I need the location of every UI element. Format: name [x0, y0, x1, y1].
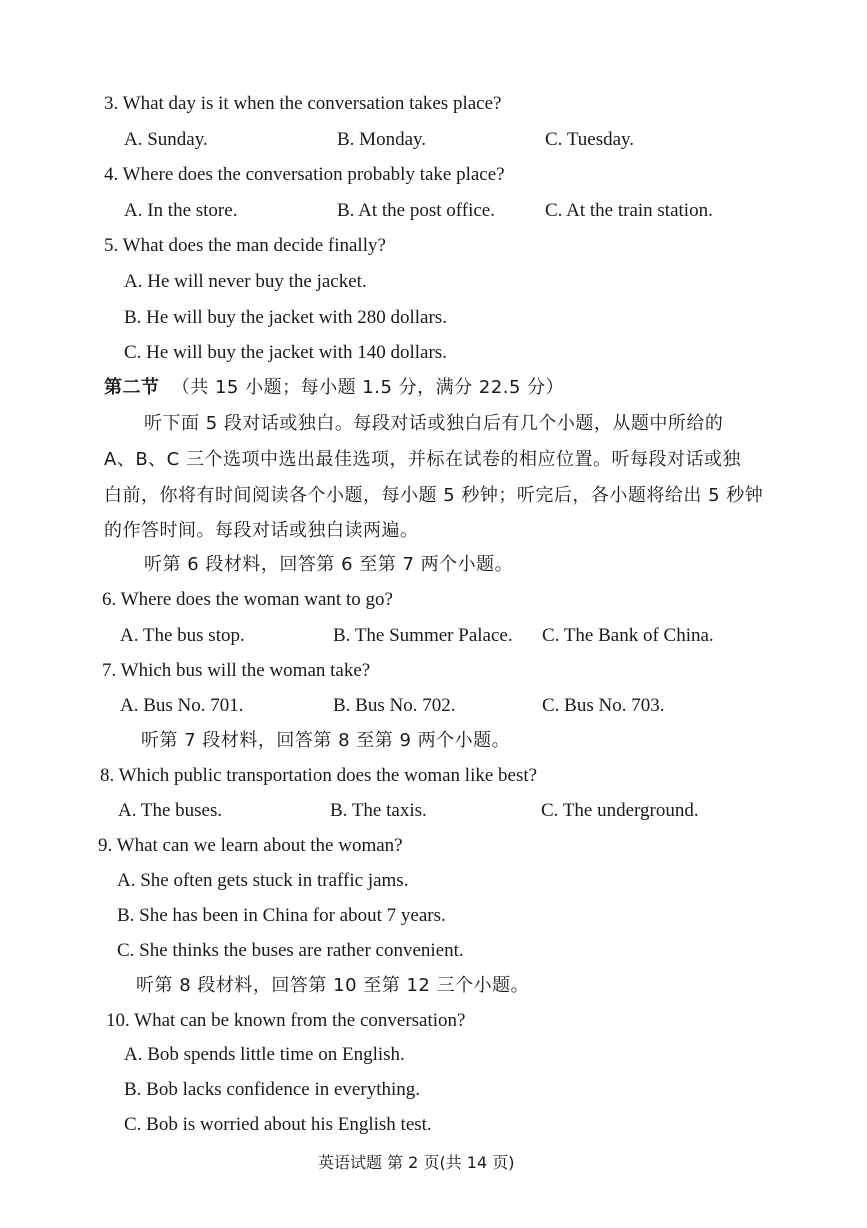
question-9-option-b: B. She has been in China for about 7 years.: [117, 905, 446, 926]
instructions-line-4: 的作答时间。每段对话或独白读两遍。: [104, 520, 419, 541]
question-6-option-b: B. The Summer Palace.: [333, 625, 513, 646]
question-7-option-c: C. Bus No. 703.: [542, 695, 665, 716]
question-9-option-a: A. She often gets stuck in traffic jams.: [117, 870, 409, 891]
section-title: 第二节: [104, 377, 160, 398]
instructions-line-2: A、B、C 三个选项中选出最佳选项，并标在试卷的相应位置。听每段对话或独: [104, 449, 741, 470]
question-8-option-c: C. The underground.: [541, 800, 699, 821]
instructions-line-3: 白前，你将有时间阅读各个小题，每小题 5 秒钟；听完后，各小题将给出 5 秒钟: [104, 485, 764, 506]
question-4-stem: 4. Where does the conversation probably take place?: [104, 164, 505, 185]
question-10-option-a: A. Bob spends little time on English.: [124, 1044, 405, 1065]
question-7-stem: 7. Which bus will the woman take?: [102, 660, 371, 681]
material-8-note: 听第 8 段材料，回答第 10 至第 12 三个小题。: [136, 975, 530, 996]
question-9-stem: 9. What can we learn about the woman?: [98, 835, 403, 856]
question-3-option-a: A. Sunday.: [124, 129, 208, 150]
question-4-option-b: B. At the post office.: [337, 200, 495, 221]
material-7-note: 听第 7 段材料，回答第 8 至第 9 两个小题。: [141, 730, 511, 751]
section-scoring: （共 15 小题；每小题 1.5 分，满分 22.5 分）: [171, 377, 565, 398]
page-footer: 英语试题 第 2 页(共 14 页): [318, 1153, 515, 1172]
section-heading: [104, 376, 564, 400]
question-5-option-b: B. He will buy the jacket with 280 dollars.: [124, 307, 447, 328]
question-10-option-b: B. Bob lacks confidence in everything.: [124, 1079, 421, 1100]
question-8-stem: 8. Which public transportation does the woman like best?: [100, 765, 538, 786]
question-4-option-c: C. At the train station.: [545, 200, 713, 221]
question-7-option-b: B. Bus No. 702.: [333, 695, 456, 716]
question-5-option-a: A. He will never buy the jacket.: [124, 271, 367, 292]
question-5-option-c: C. He will buy the jacket with 140 dollars.: [124, 342, 447, 363]
question-3-stem: 3. What day is it when the conversation takes place?: [104, 93, 502, 114]
question-3-option-c: C. Tuesday.: [545, 129, 635, 150]
question-8-option-b: B. The taxis.: [330, 800, 427, 821]
question-7-option-a: A. Bus No. 701.: [120, 695, 244, 716]
question-8-option-a: A. The buses.: [118, 800, 223, 821]
question-3-option-b: B. Monday.: [337, 129, 427, 150]
question-6-stem: 6. Where does the woman want to go?: [102, 589, 393, 610]
question-9-option-c: C. She thinks the buses are rather convenient.: [117, 940, 464, 961]
instructions-line-1: 听下面 5 段对话或独白。每段对话或独白后有几个小题，从题中所给的: [144, 413, 724, 434]
question-10-stem: 10. What can be known from the conversation?: [106, 1010, 466, 1031]
question-5-stem: 5. What does the man decide finally?: [104, 235, 386, 256]
question-6-option-c: C. The Bank of China.: [542, 625, 714, 646]
question-6-option-a: A. The bus stop.: [120, 625, 245, 646]
question-4-option-a: A. In the store.: [124, 200, 238, 221]
question-10-option-c: C. Bob is worried about his English test.: [124, 1114, 432, 1135]
material-6-note: 听第 6 段材料，回答第 6 至第 7 两个小题。: [144, 554, 514, 575]
